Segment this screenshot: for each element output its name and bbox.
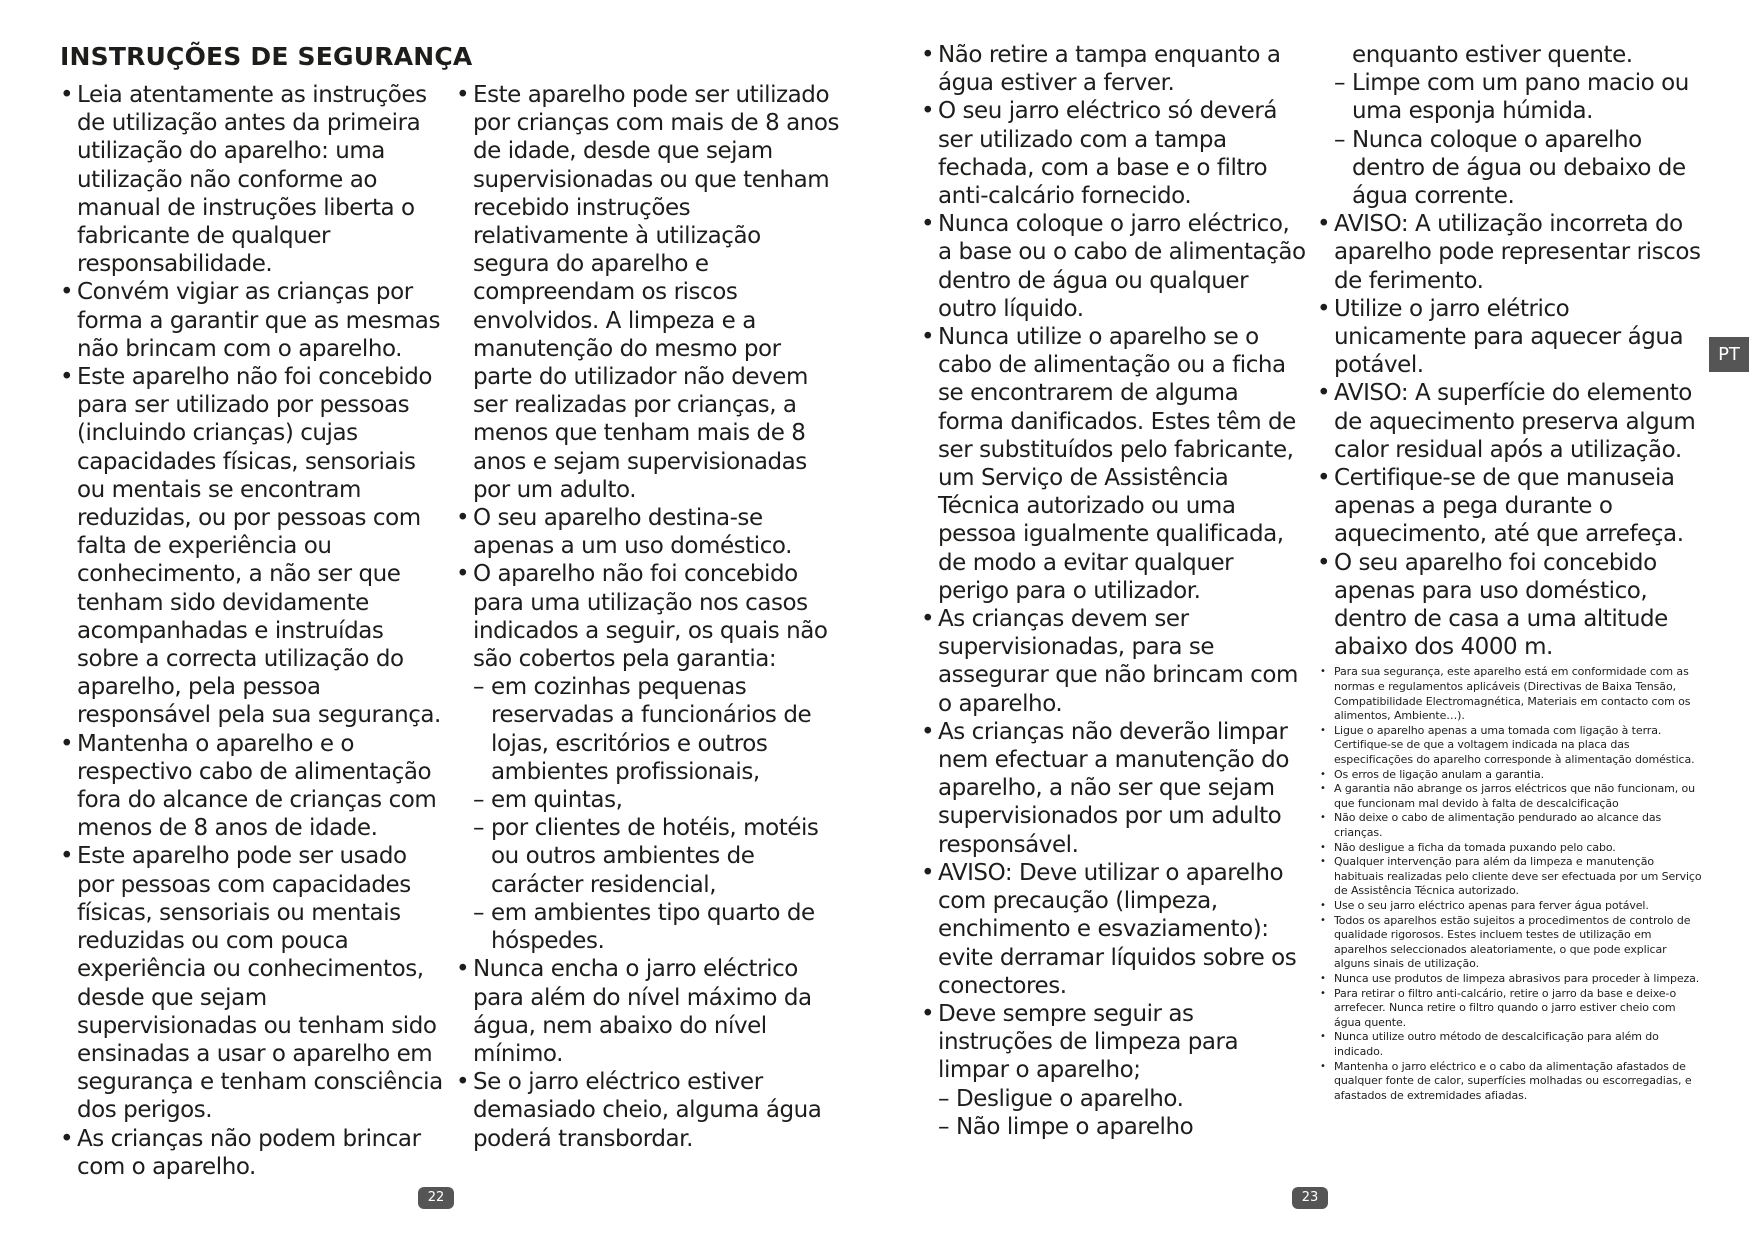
dash-item-text: em cozinhas pequenas reservadas a funcionários de lojas, escritórios e outros ambientes profissionais, [491, 674, 812, 785]
list-item-text: Mantenha o aparelho e o respectivo cabo de alimentação fora do alcance de crianças com menos de 8 anos de idade. [77, 730, 437, 842]
list-item-text: O aparelho não foi concebido para uma utilização nos casos indicados a seguir, os quais não são cobertos pela garantia: [473, 561, 828, 673]
list-item [60, 842, 450, 1124]
bullet-icon: • [1320, 783, 1326, 795]
small-print-text: Não desligue a ficha da tomada puxando pelo cabo. [1334, 840, 1616, 854]
bullet-icon: • [921, 42, 935, 68]
bullet-icon: • [1320, 899, 1326, 911]
dash-item-text: Desligue o aparelho. [956, 1085, 1184, 1112]
list-item [456, 560, 841, 955]
list-item [921, 41, 1306, 97]
bullet-icon: • [1320, 666, 1326, 678]
dash-icon: – [938, 1085, 950, 1112]
bullet-icon: • [456, 1069, 470, 1096]
bullet-icon: • [60, 364, 74, 391]
dash-icon: – [473, 787, 485, 814]
list-item-text: Não retire a tampa enquanto a água estiver a ferver. [938, 42, 1281, 97]
list-item-text: Certifique-se de que manuseia apenas a pega durante o aquecimento, até que arrefeça. [1334, 465, 1684, 548]
bullet-icon: • [456, 956, 470, 983]
list-item-text: Este aparelho pode ser usado por pessoas com capacidades físicas, sensoriais ou mentais reduzidas ou com pouca experiência ou conhecimentos, desde que sejam supervisionadas ou tenham sido ensinadas a usar o aparelho em segurança e tenham consciência dos perigos. [77, 843, 443, 1124]
right-column-2 [1317, 41, 1702, 1103]
bullet-icon: • [921, 324, 935, 351]
small-print-text: Nunca utilize outro método de descalcificação para além do indicado. [1334, 1030, 1659, 1058]
bullet-icon: • [1317, 211, 1331, 238]
small-print-item [1317, 1060, 1702, 1104]
dash-item [473, 899, 841, 955]
list-item [1317, 295, 1702, 380]
dash-item-text: em quintas, [491, 787, 623, 814]
bullet-icon: • [1320, 724, 1326, 736]
bullet-icon: • [1320, 856, 1326, 868]
list-item-text: As crianças não deverão limpar nem efectuar a manutenção do aparelho, a não ser que sejam supervisionados por um adulto responsável. [938, 718, 1289, 858]
left-column-2 [456, 81, 841, 1153]
small-print-item [1317, 914, 1702, 972]
list-item-text: Convém vigiar as crianças por forma a garantir que as mesmas não brincam com o aparelho. [77, 279, 440, 362]
list-item [60, 278, 450, 363]
list-item [456, 81, 841, 504]
bullet-icon: • [921, 718, 935, 745]
list-item [921, 97, 1306, 210]
small-print-item [1317, 841, 1702, 856]
small-print-text: Todos os aparelhos estão sujeitos a procedimentos de controlo de qualidade rigorosos. Estes incluem testes de utilização em aparelhos seleccionados aleatoriamente, o que pode explicar alguns sinais de utilização. [1334, 913, 1691, 971]
bullet-icon: • [456, 82, 470, 108]
bullet-icon: • [1320, 812, 1326, 824]
list-item [1317, 210, 1702, 295]
small-print-item [1317, 855, 1702, 899]
bullet-icon: • [1320, 987, 1326, 999]
dash-icon: – [1334, 70, 1346, 97]
small-print-text: Mantenha o jarro eléctrico e o cabo da alimentação afastados de qualquer fonte de calor, superfícies molhadas ou escorregadias, e afastados de extremidades afiadas. [1334, 1059, 1692, 1102]
list-item [456, 1068, 841, 1153]
small-print-item [1317, 665, 1702, 723]
list-item [921, 718, 1306, 859]
dash-item [938, 1113, 1306, 1141]
small-print-item [1317, 782, 1702, 811]
dash-item [473, 673, 841, 786]
list-item-text: Este aparelho pode ser utilizado por crianças com mais de 8 anos de idade, desde que sejam supervisionadas ou que tenham recebido instruções relativamente à utilização segura do aparelho e compreendam os riscos envolvidos. A limpeza e a manutenção do mesmo por parte do utilizador não devem ser realizadas por crianças, a menos que tenham mais de 8 anos e sejam supervisionadas por um adulto. [473, 82, 840, 503]
list-item-text: Nunca utilize o aparelho se o cabo de alimentação ou a ficha se encontrarem de alguma forma danificados. Estes têm de ser substituídos pelo fabricante, um Serviço de Assistência Técnica autorizado ou uma pessoa igualmente qualificada, de modo a evitar qualquer perigo para o utilizador. [938, 324, 1296, 604]
right-column-1 [921, 41, 1306, 1141]
list-item-text: AVISO: A utilização incorreta do aparelho pode representar riscos de ferimento. [1334, 211, 1701, 294]
dash-item-text: em ambientes tipo quarto de hóspedes. [491, 899, 815, 955]
bullet-icon: • [1320, 841, 1326, 853]
list-item-text: Este aparelho não foi concebido para ser utilizado por pessoas (incluindo crianças) cujas capacidades físicas, sensoriais ou mentais se encontram reduzidas, ou por pessoas com falta de experiência ou conhecimento, a não ser que tenham sido devidamente acompanhadas e instruídas sobre a correcta utilização do aparelho, pela pessoa responsável pela sua segurança. [77, 364, 441, 729]
list-item [1317, 549, 1702, 662]
language-tab: PT [1709, 337, 1749, 372]
small-print-item [1317, 987, 1702, 1031]
bullet-icon: • [60, 279, 74, 306]
list-item [456, 955, 841, 1068]
list-item-text: As crianças devem ser supervisionadas, para se assegurar que não brincam com o aparelho. [938, 606, 1298, 717]
bullet-icon: • [1317, 380, 1331, 407]
list-item-text: AVISO: A superfície do elemento de aquecimento preserva algum calor residual após a utilização. [1334, 380, 1696, 463]
dash-sublist [1317, 69, 1702, 210]
list-item-text: O seu aparelho foi concebido apenas para uso doméstico, dentro de casa a uma altitude abaixo dos 4000 m. [1334, 549, 1668, 661]
small-print-text: Para sua segurança, este aparelho está em conformidade com as normas e regulamentos aplicáveis (Directivas de Baixa Tensão, Compatibilidade Electromagnética, Materiais em contacto com os alimentos, Ambiente…). [1334, 665, 1691, 723]
small-print-text: Os erros de ligação anulam a garantia. [1334, 767, 1545, 781]
bullet-icon: • [1317, 295, 1331, 322]
dash-item [473, 814, 841, 899]
bullet-icon: • [60, 82, 74, 108]
bullet-icon: • [1320, 914, 1326, 926]
dash-icon: – [473, 674, 485, 701]
list-item-text: Leia atentamente as instruções de utilização antes da primeira utilização do aparelho: uma utilização não conforme ao manual de instruções liberta o fabricante de qualquer responsabilidade. [77, 82, 427, 278]
small-print-item [1317, 811, 1702, 840]
dash-icon: – [1334, 126, 1346, 153]
bullet-icon: • [1317, 549, 1331, 576]
safety-list [1317, 210, 1702, 661]
small-print-item [1317, 899, 1702, 914]
dash-icon: – [938, 1113, 950, 1140]
dash-item-text: Nunca coloque o aparelho dentro de água ou debaixo de água corrente. [1352, 126, 1686, 210]
continued-text: enquanto estiver quente. [1352, 42, 1633, 68]
list-item [60, 81, 450, 278]
bullet-icon: • [1320, 972, 1326, 984]
small-print-text: Não deixe o cabo de alimentação pendurado ao alcance das crianças. [1334, 811, 1662, 839]
small-print-list [1317, 665, 1702, 1103]
list-item [1317, 379, 1702, 464]
list-item-text: Nunca coloque o jarro eléctrico, a base ou o cabo de alimentação dentro de água ou qualquer outro líquido. [938, 211, 1306, 322]
bullet-icon: • [1317, 465, 1331, 492]
dash-item [938, 1085, 1306, 1113]
list-item [921, 605, 1306, 718]
bullet-icon: • [456, 561, 470, 588]
bullet-icon: • [456, 505, 470, 532]
safety-list [60, 81, 450, 1181]
dash-sublist [938, 1085, 1306, 1141]
page-number-right: 23 [1292, 1187, 1328, 1209]
bullet-icon: • [60, 1125, 74, 1152]
safety-list [456, 81, 841, 1153]
list-item-text: As crianças não podem brincar com o aparelho. [77, 1125, 421, 1180]
list-item [456, 504, 841, 560]
small-print-text: Qualquer intervenção para além da limpeza e manutenção habituais realizadas pelo cliente deve ser efectuada por um Serviço de Assistência Técnica autorizado. [1334, 855, 1702, 898]
dash-item [473, 786, 841, 814]
dash-item [1334, 69, 1702, 125]
small-print-text: A garantia não abrange os jarros eléctricos que não funcionam, ou que funcionam mal devido à falta de descalcificação [1334, 782, 1696, 810]
list-item [921, 859, 1306, 1000]
left-column-1 [60, 81, 450, 1181]
list-item [60, 730, 450, 843]
list-item [60, 363, 450, 730]
dash-item-text: por clientes de hotéis, motéis ou outros ambientes de carácter residencial, [491, 815, 819, 898]
bullet-icon: • [921, 859, 935, 886]
safety-list [921, 41, 1306, 1141]
small-print-item [1317, 724, 1702, 768]
list-item-text: O seu aparelho destina-se apenas a um uso doméstico. [473, 505, 792, 560]
small-print-text: Use o seu jarro eléctrico apenas para ferver água potável. [1334, 898, 1649, 912]
list-item [60, 1125, 450, 1181]
list-item-text: Utilize o jarro elétrico unicamente para aquecer água potável. [1334, 295, 1684, 379]
dash-item [1334, 126, 1702, 211]
bullet-icon: • [1320, 1060, 1326, 1072]
list-item [921, 210, 1306, 323]
list-item-text: AVISO: Deve utilizar o aparelho com precaução (limpeza, enchimento e esvaziamento): evite derramar líquidos sobre os conectores. [938, 859, 1297, 999]
page-number-left: 22 [418, 1187, 454, 1209]
small-print-item [1317, 972, 1702, 987]
list-item-text: Nunca encha o jarro eléctrico para além do nível máximo da água, nem abaixo do nível mínimo. [473, 956, 812, 1067]
bullet-icon: • [60, 730, 74, 757]
small-print-text: Ligue o aparelho apenas a uma tomada com ligação à terra. Certifique-se de que a voltagem indicada na placa das especificações do aparelho corresponde à alimentação doméstica. [1334, 723, 1695, 767]
dash-icon: – [473, 815, 485, 842]
bullet-icon: • [60, 843, 74, 870]
bullet-icon: • [1320, 1031, 1326, 1043]
small-print-item [1317, 1030, 1702, 1059]
list-item-text: Se o jarro eléctrico estiver demasiado cheio, alguma água poderá transbordar. [473, 1069, 822, 1152]
small-print-text: Nunca use produtos de limpeza abrasivos para proceder à limpeza. [1334, 971, 1700, 985]
bullet-icon: • [921, 1000, 935, 1027]
dash-sublist [473, 673, 841, 955]
dash-icon: – [473, 899, 485, 926]
list-item [921, 323, 1306, 605]
bullet-icon: • [921, 606, 935, 633]
bullet-icon: • [1320, 768, 1326, 780]
bullet-icon: • [921, 98, 935, 125]
small-print-text: Para retirar o filtro anti-calcário, retire o jarro da base e deixe-o arrefecer. Nunca retire o filtro quando o jarro estiver cheio com água quente. [1334, 986, 1677, 1029]
small-print-item [1317, 768, 1702, 783]
dash-item-text: Limpe com um pano macio ou uma esponja húmida. [1352, 70, 1689, 125]
list-item [921, 1000, 1306, 1141]
bullet-icon: • [921, 211, 935, 238]
dash-item-text: Não limpe o aparelho [956, 1113, 1194, 1140]
page-title: INSTRUÇÕES DE SEGURANÇA [60, 42, 473, 71]
list-item [1317, 464, 1702, 549]
list-item-text: O seu jarro eléctrico só deverá ser utilizado com a tampa fechada, com a base e o filtro anti-calcário fornecido. [938, 98, 1278, 210]
list-item-text: Deve sempre seguir as instruções de limpeza para limpar o aparelho; [938, 1000, 1239, 1084]
